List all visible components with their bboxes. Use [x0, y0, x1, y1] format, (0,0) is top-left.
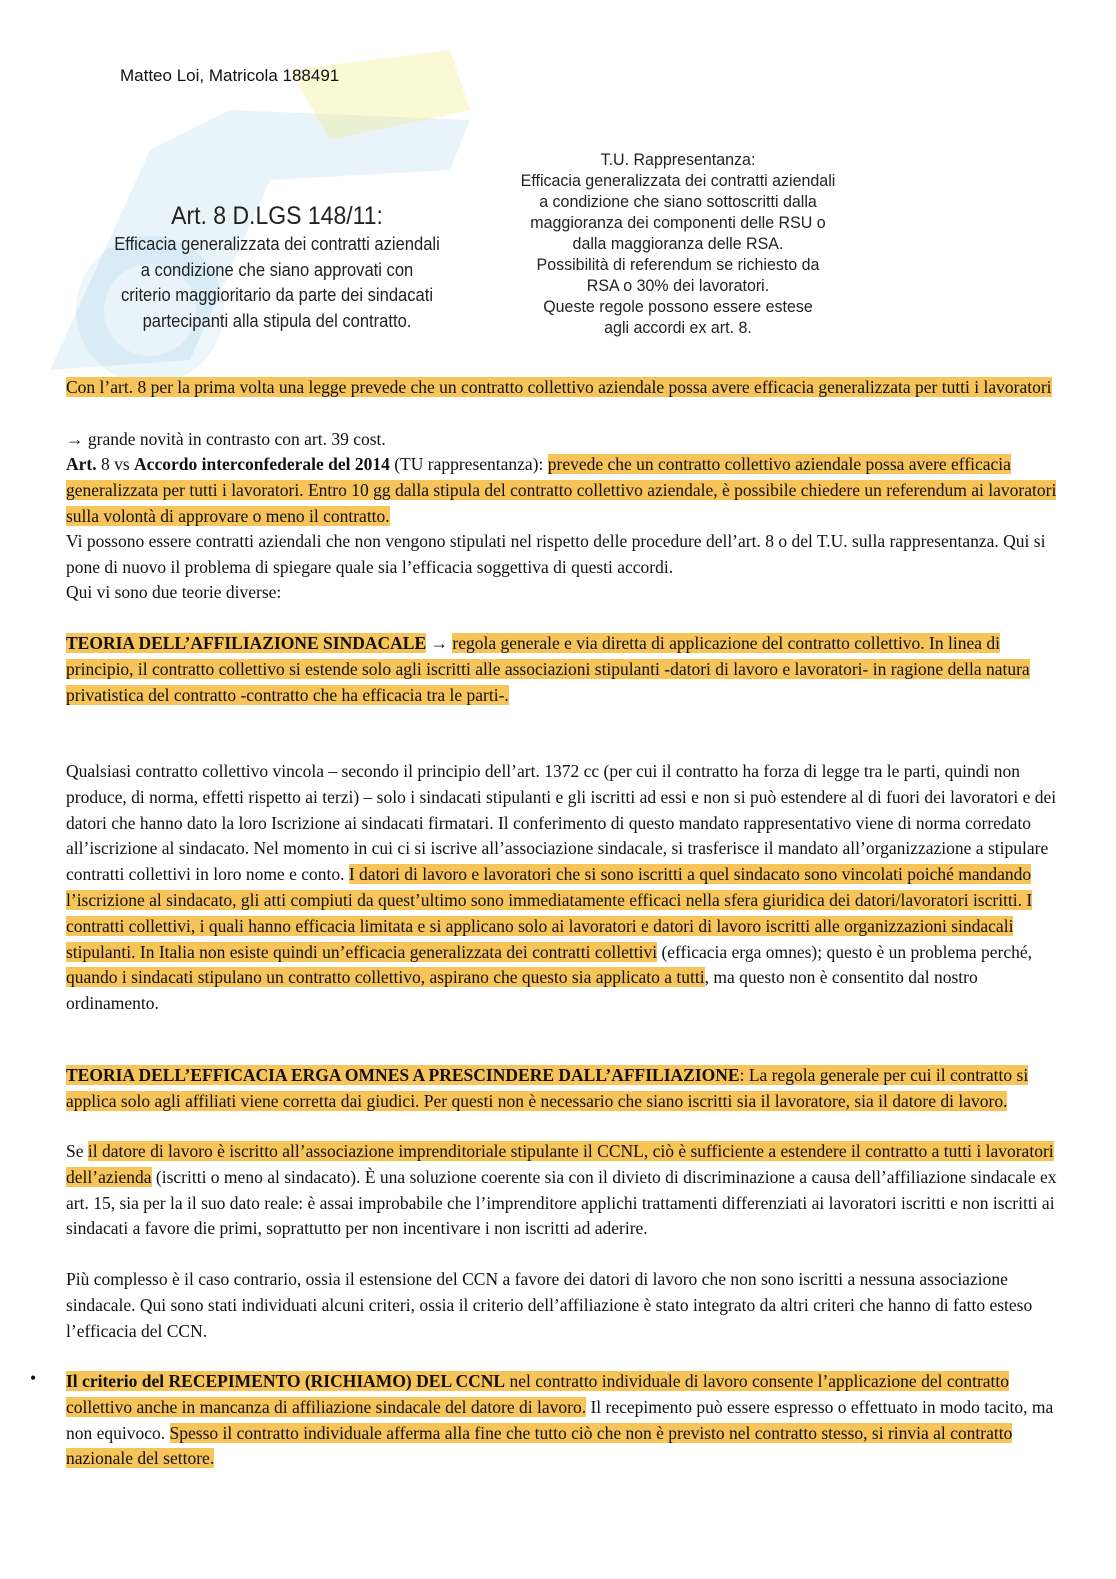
section-heading: TEORIA DELL’EFFICACIA ERGA OMNES A PRESCINDERE DALL’AFFILIAZIONE [66, 1065, 740, 1085]
highlight: : La regola generale per cui il contratto si applica solo agli affiliati viene corretta dai giudici. Per questi non è necessario che siano iscritti sia il lavoratore, sia il datore di lavoro. [66, 1065, 1029, 1111]
tu-line: agli accordi ex art. 8. [604, 319, 752, 337]
bold-text: Art. [66, 454, 97, 474]
arrow-icon: → [426, 633, 453, 653]
art8-line: partecipanti alla stipula del contratto. [142, 310, 412, 331]
art8-line: Efficacia generalizzata dei contratti aziendali [114, 234, 440, 254]
paragraph-criterio-recepimento [66, 1369, 1066, 1472]
author-line: Matteo Loi, Matricola 188491 [120, 66, 340, 85]
text: (iscritti o meno al sindacato). È una soluzione coerente sia con il divieto di discriminazione a causa dell’affiliazione sindacale ex art. 15, sia per la il suo dato reale: è assai improbabile che l’imprenditore applichi trattamenti differenziati ai lavoratori iscritti e non iscritti ai sindacati a favore die primi, soprattutto per non incentivare i non iscritti ad aderire. [66, 1166, 1057, 1239]
paragraph-teoria-affiliazione [66, 631, 1066, 708]
text: Qualsiasi contratto collettivo vincola – secondo il principio dell’art. 1372 cc (per cui il contratto ha forza di legge tra le parti, quindi non produce, di norma, effetti rispetto ai terzi) – solo i sindacati stipulanti e gli iscritti ad essi e non si può estendere al di fuori dei lavoratori e dei datori che hanno dato la loro Iscrizione ai sindacati firmatari. Il conferimento di questo mandato rappresentativo viene di norma corredato all’iscrizione al sindacato. Nel momento in cui ci si iscrive all’associazione sindacale, si trasferisce il mandato all’organizzazione a stipulare contratti collettivi in loro nome e conto. [66, 761, 1057, 885]
paragraph-datore-iscritto [66, 1139, 1066, 1242]
text: Se [66, 1141, 88, 1161]
tu-line: T.U. Rappresentanza: [600, 151, 756, 169]
highlight: il datore di lavoro è iscritto all’associazione imprenditoriale stipulante il CCNL, ciò è sufficiente a estendere il contratto a tutti i lavoratori dell’azienda [66, 1141, 1054, 1187]
tu-line: RSA o 30% dei lavoratori. [586, 277, 770, 295]
highlight: quando i sindacati stipulano un contratto collettivo, aspirano che questo sia applicato a tutti [66, 967, 705, 988]
paragraph-art8-vs-accordo [66, 452, 1066, 529]
text: (TU rappresentanza): [389, 454, 548, 474]
paragraph-contratti-aziendali: Vi possono essere contratti aziendali che non vengono stipulati nel rispetto delle procedure dell’art. 8 o del T.U. sulla rappresentanza. Qui si pone di nuovo il problema di spiegare quale sia l’efficacia soggettiva di questi accordi. [66, 531, 1046, 577]
tu-line: maggioranza dei componenti delle RSU o [530, 214, 826, 232]
tu-line: dalla maggioranza delle RSA. [572, 235, 784, 253]
paragraph-art8-intro [66, 375, 1066, 401]
highlight: prevede che un contratto collettivo aziendale possa avere efficacia generalizzata per tutti i lavoratori. Entro 10 gg dalla stipula del contratto collettivo aziendale, è possibile chiedere un referendum ai lavoratori sulla volontà di approvare o meno il contratto. [66, 454, 1057, 526]
highlight: regola generale e via diretta di applicazione del contratto collettivo. In linea di principio, il contratto collettivo si estende solo agli iscritti alle associazioni stipulanti -datori di lavoro e lavoratori- in ragione della natura privatistica del contratto -contratto che ha efficacia tra le parti-. [66, 633, 1030, 705]
bullet-icon: • [30, 1368, 37, 1388]
text: (efficacia erga omnes); questo è un problema perché, [657, 941, 1033, 962]
bold-text: Il criterio del RECEPIMENTO (RICHIAMO) DEL CCNL [66, 1371, 506, 1391]
tu-line: Queste regole possono essere estese [543, 298, 813, 316]
text: , ma questo non è consentito dal nostro ordinamento. [66, 967, 978, 1014]
text: 8 vs [96, 454, 135, 474]
tu-line: Possibilità di referendum se richiesto da [536, 256, 820, 274]
highlight: nel contratto individuale di lavoro consente l’applicazione del contratto collettivo anche in mancanza di affiliazione sindacale del datore di lavoro. [66, 1371, 1010, 1417]
bold-text: Accordo interconfederale del 2014 [134, 454, 390, 474]
text: Il recepimento può essere espresso o effettuato in modo tacito, ma non equivoco. [66, 1396, 1054, 1443]
highlight: Con l’art. 8 per la prima volta una legge prevede che un contratto collettivo aziendale possa avere efficacia generalizzata per tutti i lavoratori [66, 377, 1052, 397]
art8-line: criterio maggioritario da parte dei sindacati [120, 285, 434, 305]
art8-title: Art. 8 D.LGS 148/11: [171, 202, 383, 230]
tu-rappresentanza-box [478, 150, 878, 339]
tu-line: a condizione che siano sottoscritti dalla [539, 193, 817, 211]
highlight: I datori di lavoro e lavoratori che si sono iscritti a quel sindacato sono vincolati poiché mandando l’iscrizione al sindacato, gli atti compiuti da quest’ultimo sono immediatamente efficaci nella sfera giuridica dei datori/lavoratori iscritti. I contratti collettivi, i quali hanno efficacia limitata e si applicano solo ai lavoratori e datori di lavoro iscritti alle organizzazioni sindacali stipulanti. In Italia non esiste quindi un’efficacia generalizzata dei contratti collettivi [66, 864, 1033, 962]
paragraph-teoria-erga-omnes [66, 1063, 1066, 1115]
tu-line: Efficacia generalizzata dei contratti aziendali [520, 172, 836, 190]
paragraph-novita: → grande novità in contrasto con art. 39 cost. [66, 429, 386, 449]
art8-summary-box [92, 200, 462, 334]
highlight: Spesso il contratto individuale afferma alla fine che tutto ciò che non è previsto nel contratto stesso, si rinvia al contratto nazionale del settore. [66, 1422, 1013, 1469]
section-heading: TEORIA DELL’AFFILIAZIONE SINDACALE [66, 633, 427, 653]
paragraph-caso-contrario: Più complesso è il caso contrario, ossia il estensione del CCN a favore dei datori di lavoro che non sono iscritti a nessuna associazione sindacale. Qui sono stati individuati alcuni criteri, ossia il criterio dell’affiliazione è stato integrato da altri criteri che hanno di fatto esteso l’efficacia del CCN. [66, 1269, 1033, 1341]
art8-line: a condizione che siano approvati con [140, 259, 414, 280]
paragraph-art1372 [66, 759, 1066, 1017]
paragraph-due-teorie: Qui vi sono due teorie diverse: [66, 582, 282, 602]
